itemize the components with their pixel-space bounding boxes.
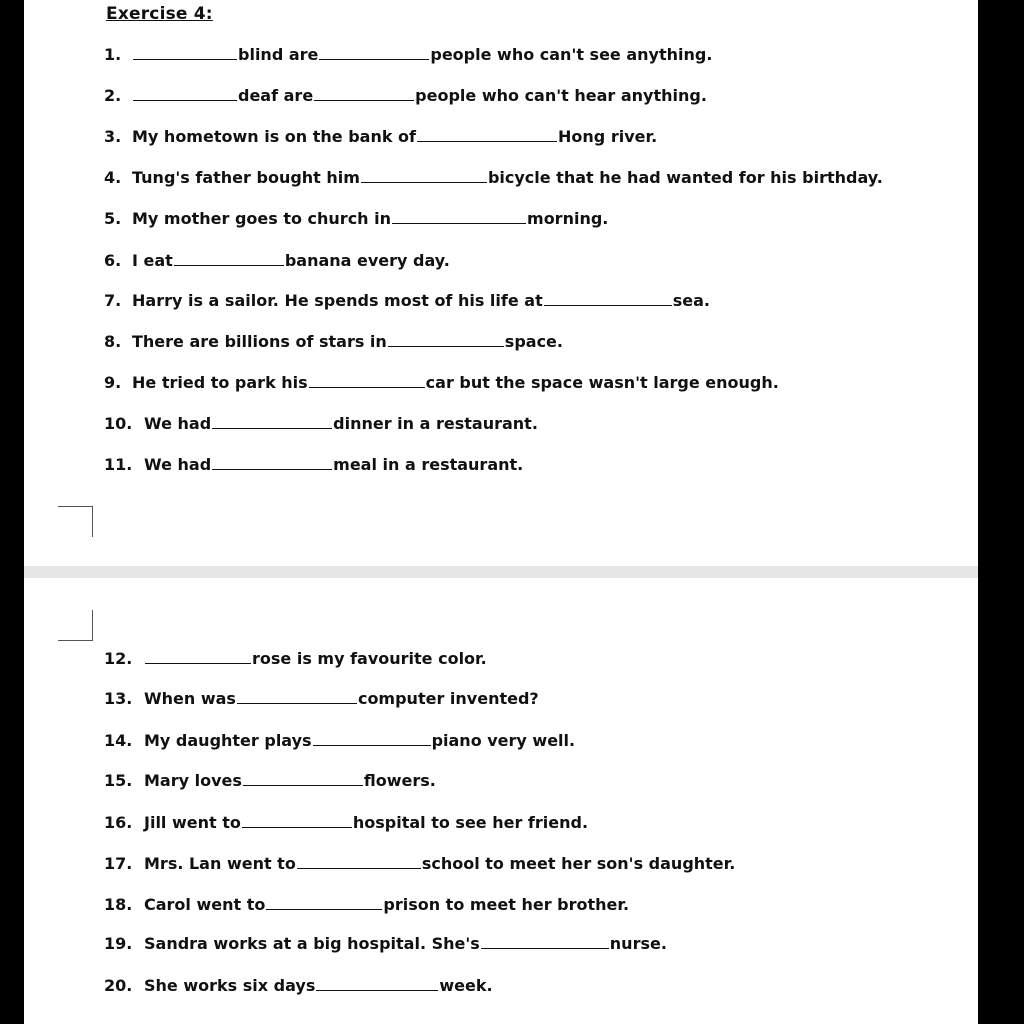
exercise-item: 20. She works six days week. [104,976,493,995]
answer-blank[interactable] [297,854,421,869]
page-gap [24,566,978,578]
answer-blank[interactable] [544,291,672,306]
answer-blank[interactable] [481,934,609,949]
exercise-item: 4. Tung's father bought him bicycle that he had wanted for his birthday. [104,168,883,187]
answer-blank[interactable] [174,251,284,266]
answer-blank[interactable] [266,895,382,910]
answer-blank[interactable] [313,731,431,746]
exercise-item: 6. I eat banana every day. [104,251,450,270]
exercise-item: 12. rose is my favourite color. [104,649,487,668]
answer-blank[interactable] [145,649,251,664]
answer-blank[interactable] [133,45,237,60]
exercise-item: 1. blind are people who can't see anything. [104,45,713,64]
answer-blank[interactable] [388,332,504,347]
answer-blank[interactable] [309,373,425,388]
exercise-item: 13. When was computer invented? [104,689,539,708]
exercise-item: 10. We had dinner in a restaurant. [104,414,538,433]
answer-blank[interactable] [319,45,429,60]
exercise-item: 9. He tried to park his car but the space wasn't large enough. [104,373,779,392]
exercise-item: 3. My hometown is on the bank of Hong river. [104,127,658,146]
exercise-item: 16. Jill went to hospital to see her friend. [104,813,589,832]
exercise-item: 14. My daughter plays piano very well. [104,731,576,750]
exercise-item: 8. There are billions of stars in space. [104,332,563,351]
answer-blank[interactable] [316,976,438,991]
answer-blank[interactable] [417,127,557,142]
page-corner-mark [58,506,93,537]
page-corner-mark [58,610,93,641]
answer-blank[interactable] [237,689,357,704]
answer-blank[interactable] [212,414,332,429]
exercise-item: 7. Harry is a sailor. He spends most of his life at sea. [104,291,710,310]
answer-blank[interactable] [392,209,526,224]
answer-blank[interactable] [133,86,237,101]
answer-blank[interactable] [361,168,487,183]
exercise-title: Exercise 4: [106,4,213,24]
worksheet-page-bottom [24,578,978,1024]
answer-blank[interactable] [243,771,363,786]
answer-blank[interactable] [242,813,352,828]
exercise-item: 19. Sandra works at a big hospital. She's nurse. [104,934,667,953]
exercise-item: 18. Carol went to prison to meet her brother. [104,895,630,914]
answer-blank[interactable] [212,455,332,470]
exercise-item: 11. We had meal in a restaurant. [104,455,524,474]
exercise-item: 17. Mrs. Lan went to school to meet her son's daughter. [104,854,736,873]
exercise-item: 15. Mary loves flowers. [104,771,436,790]
exercise-item: 5. My mother goes to church in morning. [104,209,609,228]
worksheet-page-top [24,0,978,566]
answer-blank[interactable] [314,86,414,101]
exercise-item: 2. deaf are people who can't hear anything. [104,86,707,105]
